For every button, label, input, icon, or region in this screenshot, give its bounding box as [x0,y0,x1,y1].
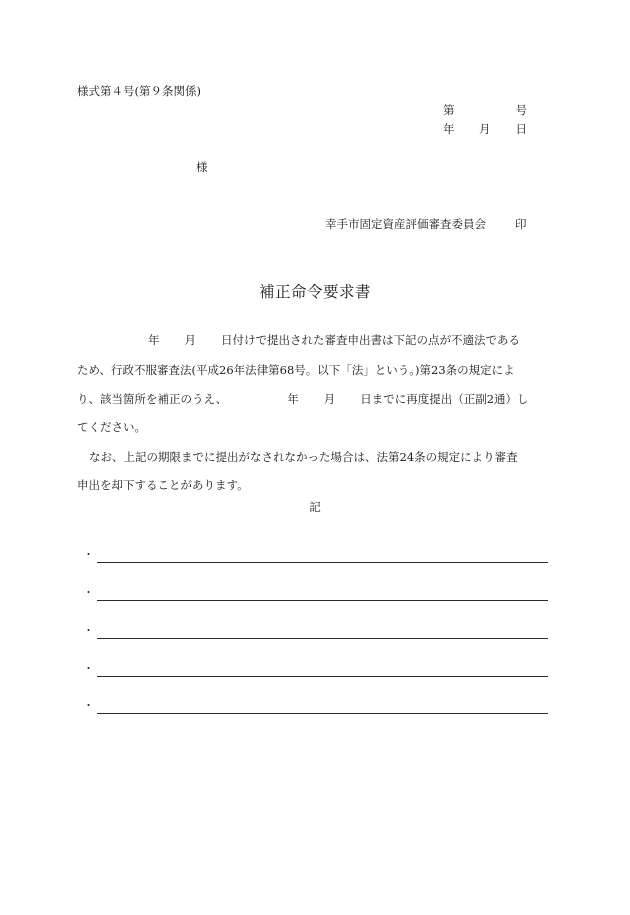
item-write-line[interactable] [97,600,548,601]
item-write-line[interactable] [97,562,548,563]
document-title: 補正命令要求書 [258,283,371,301]
body-line-6: 申出を却下することがあります。 [77,478,249,492]
bullet-mark: ・ [83,586,94,599]
item-write-line[interactable] [97,676,548,677]
body-line-2: ため、行政不服審査法(平成26年法律第68号。以下「法」という。)第23条の規定によ [77,363,515,377]
body-line-5: なお、上記の期限までに提出がなされなかった場合は、法第24条の規定により審査 [89,450,518,464]
bullet-mark: ・ [83,699,94,712]
deadline-year: 年 [287,392,299,406]
bullet-mark: ・ [83,662,94,675]
item-write-line[interactable] [97,713,548,714]
date-day-label: 日 [515,122,527,136]
document-number-prefix: 第 [443,103,455,117]
sender-name: 幸手市固定資産評価審査委員会 [325,217,486,231]
body-line-1 [77,335,520,347]
blank-item-1 [83,549,548,563]
body-line-3 [77,394,529,406]
blank-item-5 [83,700,548,714]
record-heading: 記 [309,500,321,514]
blank-item-2 [83,587,548,601]
body-text-3-start: り、該当箇所を補正のうえ、 [77,392,228,406]
body-date-month: 月 [184,333,196,347]
date-month-label: 月 [479,122,491,136]
blank-item-4 [83,663,548,677]
body-date-year: 年 [148,333,160,347]
form-number: 様式第４号(第９条関係) [77,84,201,98]
addressee-honorific: 様 [196,160,208,174]
body-text-3-end: 日までに再度提出（正副2通）し [360,392,529,406]
bullet-mark: ・ [83,624,94,637]
document-number-suffix: 号 [515,103,527,117]
seal-mark: 印 [515,217,527,231]
body-line-4: てください。 [77,420,146,434]
date-year-label: 年 [443,122,455,136]
body-text-1: 日付けで提出された審査申出書は下記の点が不適法である [221,333,520,347]
deadline-month: 月 [323,392,336,406]
item-write-line[interactable] [97,638,548,639]
blank-item-3 [83,625,548,639]
bullet-mark: ・ [83,548,94,561]
